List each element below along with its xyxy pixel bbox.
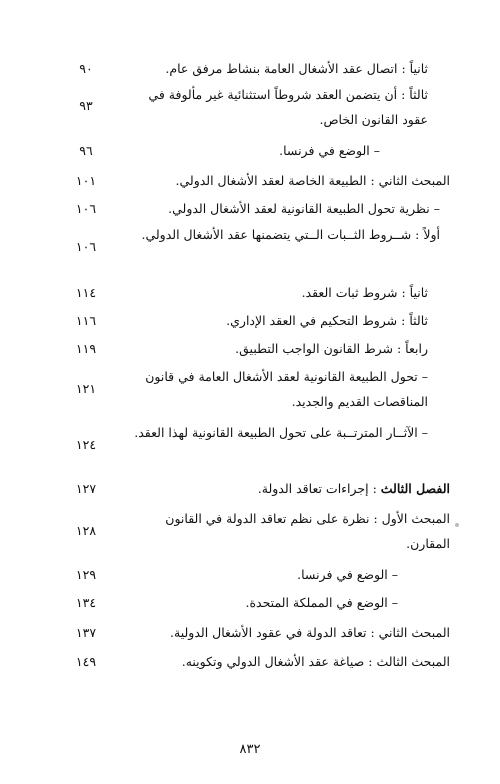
toc-entry-page: ١٣٧ xyxy=(75,625,97,640)
toc-entry-page: ٩٦ xyxy=(79,143,93,158)
toc-entry-text: ثانياً : اتصال عقد الأشغال العامة بنشاط مرفق عام. xyxy=(165,61,428,76)
toc-entry-text xyxy=(122,476,450,501)
toc-entry-text: المبحث الثاني : تعاقد الدولة في عقود الأشغال الدولية. xyxy=(170,625,450,640)
toc-entry-text: ثالثاً : شروط التحكيم في العقد الإداري. xyxy=(226,313,428,328)
toc-entry-page: ١٠٦ xyxy=(75,201,97,216)
toc-entry-text: – الآثــار المترتــبة على تحول الطبيعة القانونية لهذا العقد. xyxy=(134,425,428,440)
toc-entry-page: ١٢٩ xyxy=(75,567,97,582)
toc-entry-text: – تحول الطبيعة القانونية لعقد الأشغال العامة في قانون المناقصات القديم والجديد. xyxy=(145,369,428,409)
toc-entry-page: ١٤٩ xyxy=(75,654,97,669)
scan-speck xyxy=(455,523,459,527)
toc-entry-page: ١١٩ xyxy=(75,341,97,356)
toc-entry-page: ١٢١ xyxy=(75,381,97,396)
toc-entry-text: المبحث الثاني : الطبيعة الخاصة لعقد الأشغال الدولي. xyxy=(175,173,450,188)
chapter-title: : إجراءات تعاقد الدولة. xyxy=(257,481,381,496)
toc-entry-page: ٩٠ xyxy=(79,61,93,76)
toc-entry-text: أولاً : شــروط الثــبات الــتي يتضمنها عقد الأشغال الدولي. xyxy=(141,227,440,242)
toc-entry-text: ثالثاً : أن يتضمن العقد شروطاً استثنائية غير مألوفة في عقود القانون الخاص. xyxy=(148,87,428,127)
toc-entry-page: ١٠١ xyxy=(75,173,97,188)
toc-entry-page: ١٢٤ xyxy=(75,437,97,452)
chapter-label: الفصل الثالث xyxy=(380,481,450,496)
page-number: ٨٣٢ xyxy=(239,742,261,757)
toc-entry-page: ١٠٦ xyxy=(75,239,97,254)
toc-entry-text: رابعاً : شرط القانون الواجب التطبيق. xyxy=(235,341,428,356)
toc-entry-page: ١١٤ xyxy=(75,285,97,300)
toc-entry-text: – الوضع في فرنسا. xyxy=(279,143,380,158)
toc-entry-page: ١٢٨ xyxy=(75,523,97,538)
toc-entry-page: ١٣٤ xyxy=(75,595,97,610)
toc-entry-text: المبحث الثالث : صياغة عقد الأشغال الدولي وتكوينه. xyxy=(181,654,450,669)
toc-entry-text: – الوضع في المملكة المتحدة. xyxy=(245,595,398,610)
toc-entry-page: ٩٣ xyxy=(79,98,93,113)
toc-entry-text: ثانياً : شروط ثبات العقد. xyxy=(301,285,428,300)
toc-entry-text: المبحث الأول : نظرة على نظم تعاقد الدولة في القانون المقارن. xyxy=(165,511,450,551)
toc-entry-page: ١١٦ xyxy=(75,313,97,328)
toc-entry-text: – نظرية تحول الطبيعة القانونية لعقد الأشغال الدولي. xyxy=(168,201,440,216)
toc-entry-page: ١٢٧ xyxy=(75,481,97,496)
toc-entry-text: – الوضع في فرنسا. xyxy=(297,567,398,582)
